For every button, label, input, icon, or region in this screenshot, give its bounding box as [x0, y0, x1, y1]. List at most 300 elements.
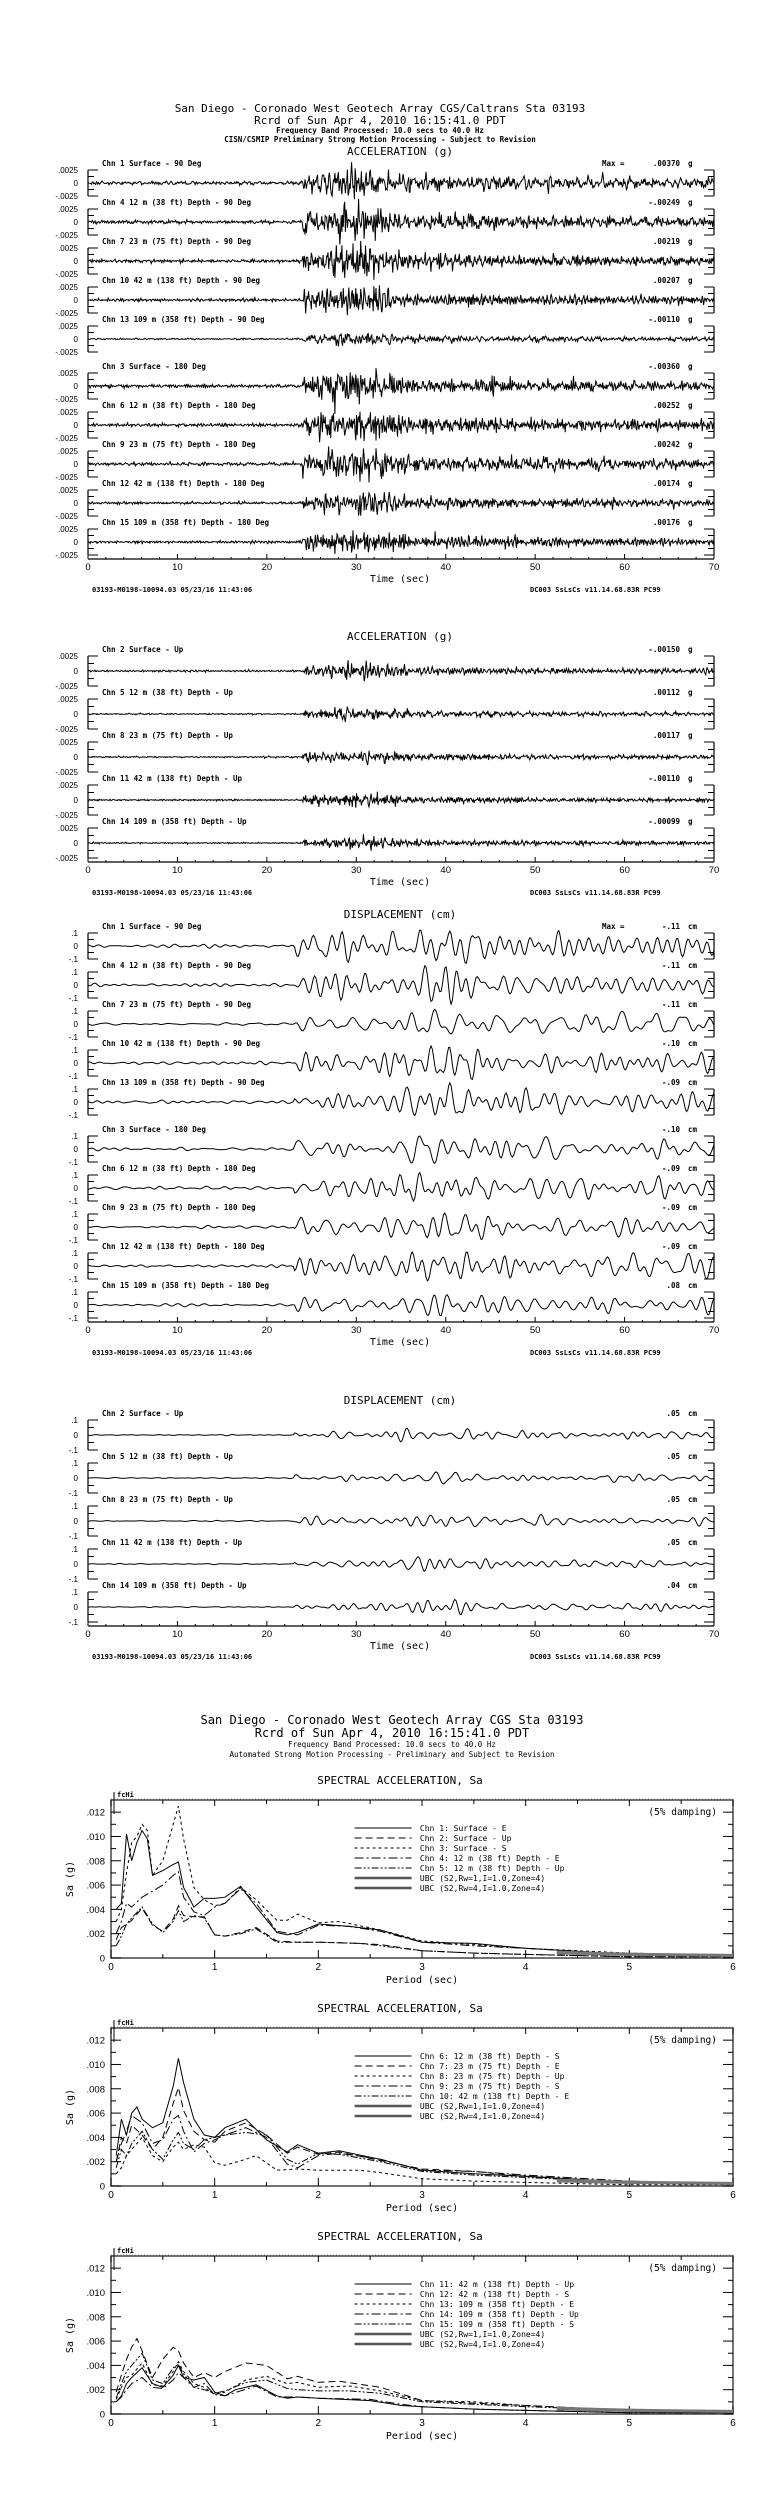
spectral-curve: [116, 2339, 733, 2412]
y-axis-title: Sa (g): [65, 2316, 76, 2354]
x-tick-label: 4: [522, 2418, 529, 2429]
channel-label: Chn 15 109 m (358 ft) Depth - 180 Deg: [102, 1281, 270, 1290]
spectral-curve: [116, 2353, 733, 2411]
y-tick-label: -.1: [68, 1618, 78, 1627]
channel-label: Chn 10 42 m (138 ft) Depth - 90 Deg: [102, 276, 261, 285]
x-tick-label: 50: [529, 562, 541, 573]
y-tick-label: .1: [71, 968, 78, 977]
peak-unit: cm: [688, 922, 698, 931]
legend-entry: UBC (S2,Rw=4,I=1.0,Zone=4): [419, 2340, 546, 2349]
trace-line: [88, 930, 714, 963]
x-tick-label: 3: [419, 2190, 425, 2201]
chart-accel-horizontal: [55, 145, 719, 594]
x-tick-label: 60: [619, 562, 630, 573]
legend-entry: UBC (S2,Rw=4,I=1.0,Zone=4): [419, 1884, 546, 1893]
legend-entry: Chn 10: 42 m (138 ft) Depth - E: [419, 2092, 570, 2101]
channel-trace: [69, 1495, 714, 1541]
legend-entry: Chn 3: Surface - S: [419, 1844, 507, 1853]
legend-entry: UBC (S2,Rw=1,I=1.0,Zone=4): [419, 1874, 546, 1883]
channel-label: Chn 7 23 m (75 ft) Depth - 90 Deg: [102, 237, 252, 246]
y-tick-label: 0: [73, 179, 78, 188]
channel-label: Chn 3 Surface - 180 Deg: [102, 1125, 206, 1134]
trace-line: [88, 792, 714, 808]
trace-line: [88, 966, 714, 1004]
y-tick-label: -.0025: [55, 551, 78, 560]
y-tick-label: 0: [99, 1953, 105, 1965]
peak-unit: g: [688, 315, 693, 324]
footer-file-id: 03193-M0198-10094.03 05/23/16 11:43:06: [92, 889, 253, 897]
peak-value: .00117: [652, 731, 680, 740]
y-tick-label: .0025: [57, 166, 78, 175]
channel-label: Chn 9 23 m (75 ft) Depth - 180 Deg: [102, 1203, 256, 1212]
y-tick-label: .006: [86, 2108, 105, 2120]
x-tick-label: 70: [708, 562, 720, 573]
channel-trace: [69, 1409, 714, 1455]
peak-unit: g: [688, 688, 693, 697]
y-tick-label: 0: [73, 1145, 78, 1154]
channel-label: Chn 6 12 m (38 ft) Depth - 180 Deg: [102, 401, 256, 410]
y-tick-label: .002: [86, 1929, 105, 1941]
trace-line: [88, 1557, 714, 1571]
peak-unit: g: [688, 479, 693, 488]
peak-value: -.10: [661, 1039, 680, 1048]
spectral-curve: [116, 2365, 733, 2412]
y-tick-label: .1: [71, 1288, 78, 1297]
y-axis-title: Sa (g): [65, 1860, 76, 1898]
peak-value: .00176: [652, 518, 680, 527]
peak-value: .05: [666, 1538, 680, 1547]
y-tick-label: 0: [73, 753, 78, 762]
x-tick-label: 20: [261, 865, 273, 876]
y-tick-label: 0: [73, 1098, 78, 1107]
x-axis-title: Period (sec): [385, 1975, 459, 1986]
x-tick-label: 30: [350, 1325, 362, 1336]
y-tick-label: 0: [99, 2181, 105, 2193]
footer-version: DC003 SsLsCs v11.14.68.83R PC99: [530, 889, 661, 897]
peak-value: .05: [666, 1495, 680, 1504]
trace-line: [88, 1136, 714, 1163]
legend-entry: UBC (S2,Rw=1,I=1.0,Zone=4): [419, 2330, 546, 2339]
x-tick-label: 0: [85, 865, 91, 876]
y-tick-label: .012: [86, 1807, 105, 1819]
time-axis: [85, 1317, 719, 1357]
y-tick-label: .1: [71, 1416, 78, 1425]
y-tick-label: .0025: [57, 525, 78, 534]
peak-value: .00252: [652, 401, 680, 410]
legend-entry: Chn 12: 42 m (138 ft) Depth - S: [419, 2290, 570, 2299]
spectral-curve: [116, 1907, 733, 1957]
y-axis-title: Sa (g): [65, 2088, 76, 2126]
x-tick-label: 0: [108, 2190, 114, 2201]
y-tick-label: .0025: [57, 824, 78, 833]
trace-line: [88, 707, 714, 722]
y-tick-label: .0025: [57, 486, 78, 495]
peak-unit: g: [688, 817, 693, 826]
y-tick-label: .0025: [57, 695, 78, 704]
peak-unit: cm: [688, 1581, 698, 1590]
channel-label: Chn 10 42 m (138 ft) Depth - 90 Deg: [102, 1039, 261, 1048]
y-tick-label: .002: [86, 2385, 105, 2397]
channel-label: Chn 4 12 m (38 ft) Depth - 90 Deg: [102, 961, 252, 970]
channel-label: Chn 13 109 m (358 ft) Depth - 90 Deg: [102, 1078, 265, 1087]
y-tick-label: -.1: [68, 1197, 78, 1206]
trace-line: [88, 1295, 714, 1316]
y-tick-label: 0: [73, 1223, 78, 1232]
x-tick-label: 30: [350, 1629, 362, 1640]
peak-unit: g: [688, 645, 693, 654]
peak-value: -.00099: [648, 817, 680, 826]
channel-trace: [55, 688, 714, 734]
channel-label: Chn 3 Surface - 180 Deg: [102, 362, 206, 371]
channel-label: Chn 4 12 m (38 ft) Depth - 90 Deg: [102, 198, 252, 207]
channel-trace: [55, 731, 714, 777]
y-tick-label: .004: [86, 2132, 105, 2144]
peak-unit: cm: [688, 1125, 698, 1134]
damping-note: (5% damping): [648, 2263, 717, 2274]
peak-value: -.00110: [648, 774, 680, 783]
y-tick-label: 0: [73, 1059, 78, 1068]
channel-trace: [69, 1039, 714, 1081]
peak-value: .00207: [652, 276, 680, 285]
x-tick-label: 20: [261, 1629, 273, 1640]
y-tick-label: 0: [73, 710, 78, 719]
y-tick-label: 0: [73, 796, 78, 805]
peak-unit: g: [688, 159, 693, 168]
y-tick-label: .0025: [57, 447, 78, 456]
peak-value: .00112: [652, 688, 680, 697]
processing-note: CISN/CSMIP Preliminary Strong Motion Processing - Subject to Revision: [224, 135, 536, 144]
peak-value: -.09: [661, 1164, 680, 1173]
trace-line: [88, 446, 714, 482]
y-tick-label: 0: [73, 1431, 78, 1440]
max-label: Max =: [602, 922, 625, 931]
peak-unit: cm: [688, 1000, 698, 1009]
chart-sa-1: [65, 1774, 736, 1986]
channel-trace: [55, 774, 714, 820]
spectral-curve: [116, 1906, 733, 1957]
x-tick-label: 5: [626, 2418, 633, 2429]
x-tick-label: 2: [315, 2190, 322, 2201]
chart-disp-vertical: [69, 1394, 720, 1661]
peak-value: -.00110: [648, 315, 680, 324]
y-tick-label: 0: [73, 1474, 78, 1483]
trace-line: [88, 1213, 714, 1239]
x-tick-label: 20: [261, 562, 273, 573]
peak-unit: g: [688, 774, 693, 783]
channel-trace: [55, 518, 714, 560]
x-axis-title: Time (sec): [369, 877, 431, 888]
y-tick-label: -.0025: [55, 270, 78, 279]
y-tick-label: 0: [73, 942, 78, 951]
x-tick-label: 0: [85, 1325, 91, 1336]
legend-entry: Chn 11: 42 m (138 ft) Depth - Up: [419, 2280, 575, 2289]
channel-trace: [55, 479, 714, 521]
frequency-band: Frequency Band Processed: 10.0 secs to 40.0 Hz: [276, 126, 484, 135]
y-tick-label: .0025: [57, 408, 78, 417]
frequency-band-2: Frequency Band Processed: 10.0 secs to 40.0 Hz: [288, 1740, 496, 1749]
y-tick-label: 0: [73, 1560, 78, 1569]
peak-unit: g: [688, 198, 693, 207]
trace-line: [88, 834, 714, 851]
channel-label: Chn 11 42 m (138 ft) Depth - Up: [102, 774, 242, 783]
channel-trace: [69, 1078, 714, 1120]
spectral-curve: [116, 2137, 733, 2184]
x-tick-label: 30: [350, 562, 362, 573]
y-tick-label: -.1: [68, 1072, 78, 1081]
y-tick-label: -.0025: [55, 811, 78, 820]
y-tick-label: -.0025: [55, 854, 78, 863]
y-tick-label: -.0025: [55, 231, 78, 240]
channel-label: Chn 2 Surface - Up: [102, 1409, 184, 1418]
legend-entry: Chn 7: 23 m (75 ft) Depth - E: [419, 2062, 560, 2071]
y-tick-label: -.1: [68, 1236, 78, 1245]
y-tick-label: .010: [86, 2287, 105, 2299]
channel-trace: [55, 440, 714, 483]
trace-line: [88, 1600, 714, 1615]
peak-value: .00370: [652, 159, 680, 168]
x-tick-label: 40: [440, 1325, 452, 1336]
x-tick-label: 0: [108, 1962, 114, 1973]
x-tick-label: 30: [350, 865, 362, 876]
fchi-label: fcHi: [117, 1791, 134, 1799]
peak-value: -.00150: [648, 645, 680, 654]
channel-label: Chn 14 109 m (358 ft) Depth - Up: [102, 1581, 247, 1590]
x-tick-label: 60: [619, 865, 630, 876]
x-tick-label: 1: [211, 2418, 218, 2429]
trace-line: [88, 1428, 714, 1442]
y-tick-label: .1: [71, 1545, 78, 1554]
y-tick-label: -.0025: [55, 473, 78, 482]
x-tick-label: 70: [708, 1629, 720, 1640]
peak-value: -.09: [661, 1078, 680, 1087]
y-tick-label: 0: [73, 460, 78, 469]
x-tick-label: 3: [419, 2418, 425, 2429]
y-tick-label: -.1: [68, 1575, 78, 1584]
channel-label: Chn 6 12 m (38 ft) Depth - 180 Deg: [102, 1164, 256, 1173]
y-tick-label: .1: [71, 929, 78, 938]
trace-line: [88, 1083, 714, 1116]
y-tick-label: 0: [73, 296, 78, 305]
peak-value: .05: [666, 1452, 680, 1461]
y-tick-label: 0: [73, 218, 78, 227]
y-tick-label: -.0025: [55, 395, 78, 404]
legend-entry: Chn 14: 109 m (358 ft) Depth - Up: [419, 2310, 579, 2319]
channel-trace: [69, 1000, 714, 1042]
peak-value: -.09: [661, 1242, 680, 1251]
y-tick-label: .1: [71, 1502, 78, 1511]
channel-label: Chn 12 42 m (138 ft) Depth - 180 Deg: [102, 1242, 265, 1251]
y-tick-label: .0025: [57, 781, 78, 790]
y-tick-label: -.1: [68, 1111, 78, 1120]
x-axis-title: Time (sec): [369, 574, 431, 585]
x-tick-label: 1: [211, 2190, 218, 2201]
y-tick-label: -.0025: [55, 768, 78, 777]
y-tick-label: -.1: [68, 1158, 78, 1167]
channel-trace: [69, 1125, 714, 1167]
legend-entry: Chn 8: 23 m (75 ft) Depth - Up: [419, 2072, 565, 2081]
chart-title: SPECTRAL ACCELERATION, Sa: [317, 2230, 483, 2243]
y-tick-label: -.0025: [55, 682, 78, 691]
peak-unit: cm: [688, 1281, 698, 1290]
channel-label: Chn 8 23 m (75 ft) Depth - Up: [102, 731, 233, 740]
trace-line: [88, 530, 714, 554]
y-tick-label: .006: [86, 1880, 105, 1892]
channel-trace: [69, 961, 714, 1004]
x-tick-label: 1: [211, 1962, 218, 1973]
x-tick-label: 3: [419, 1962, 425, 1973]
chart-title: DISPLACEMENT (cm): [343, 1394, 457, 1407]
legend-entry: Chn 15: 109 m (358 ft) Depth - S: [419, 2320, 575, 2329]
y-tick-label: 0: [73, 839, 78, 848]
y-tick-label: -.1: [68, 1033, 78, 1042]
legend-entry: UBC (S2,Rw=1,I=1.0,Zone=4): [419, 2102, 546, 2111]
peak-value: .00242: [652, 440, 680, 449]
peak-unit: g: [688, 518, 693, 527]
y-tick-label: -.1: [68, 994, 78, 1003]
fchi-label: fcHi: [117, 2019, 134, 2027]
channel-trace: [69, 1281, 714, 1323]
peak-unit: cm: [688, 1452, 698, 1461]
damping-note: (5% damping): [648, 2035, 717, 2046]
peak-unit: cm: [688, 1203, 698, 1212]
channel-label: Chn 2 Surface - Up: [102, 645, 184, 654]
channel-label: Chn 12 42 m (138 ft) Depth - 180 Deg: [102, 479, 265, 488]
y-tick-label: 0: [73, 667, 78, 676]
channel-label: Chn 9 23 m (75 ft) Depth - 180 Deg: [102, 440, 256, 449]
chart-title: ACCELERATION (g): [347, 145, 453, 158]
y-tick-label: .1: [71, 1007, 78, 1016]
peak-value: -.09: [661, 1203, 680, 1212]
time-axis: [85, 857, 719, 897]
y-tick-label: 0: [73, 1517, 78, 1526]
y-tick-label: .1: [71, 1132, 78, 1141]
y-tick-label: -.1: [68, 1446, 78, 1455]
legend-entry: Chn 2: Surface - Up: [419, 1834, 512, 1843]
y-tick-label: -.0025: [55, 725, 78, 734]
x-tick-label: 20: [261, 1325, 273, 1336]
peak-value: .08: [666, 1281, 680, 1290]
y-tick-label: -.0025: [55, 434, 78, 443]
y-tick-label: 0: [73, 257, 78, 266]
channel-label: Chn 13 109 m (358 ft) Depth - 90 Deg: [102, 315, 265, 324]
time-axis: [85, 554, 719, 594]
peak-unit: g: [688, 362, 693, 371]
y-tick-label: -.1: [68, 1314, 78, 1323]
y-tick-label: 0: [73, 1603, 78, 1612]
channel-label: Chn 5 12 m (38 ft) Depth - Up: [102, 1452, 233, 1461]
trace-line: [88, 1252, 714, 1281]
y-tick-label: -.0025: [55, 309, 78, 318]
y-tick-label: 0: [73, 1262, 78, 1271]
peak-value: -.11: [661, 961, 680, 970]
y-tick-label: 0: [73, 382, 78, 391]
trace-line: [88, 1046, 714, 1080]
y-tick-label: .1: [71, 1249, 78, 1258]
peak-unit: cm: [688, 1409, 698, 1418]
peak-unit: cm: [688, 961, 698, 970]
y-tick-label: -.0025: [55, 192, 78, 201]
channel-trace: [55, 315, 714, 357]
y-tick-label: -.0025: [55, 512, 78, 521]
chart-disp-horizontal: [69, 908, 720, 1357]
chart-title: ACCELERATION (g): [347, 630, 453, 643]
channel-trace: [55, 159, 714, 201]
channel-trace: [69, 1242, 714, 1284]
y-tick-label: .008: [86, 1856, 105, 1868]
y-tick-label: 0: [99, 2409, 105, 2421]
channel-label: Chn 1 Surface - 90 Deg: [102, 922, 202, 931]
y-tick-label: .010: [86, 2059, 105, 2071]
y-tick-label: .1: [71, 1085, 78, 1094]
x-tick-label: 2: [315, 2418, 322, 2429]
x-tick-label: 6: [730, 2418, 736, 2429]
fchi-label: fcHi: [117, 2247, 134, 2255]
y-tick-label: .002: [86, 2157, 105, 2169]
footer-file-id: 03193-M0198-10094.03 05/23/16 11:43:06: [92, 1349, 253, 1357]
x-tick-label: 50: [529, 1629, 541, 1640]
y-tick-label: .1: [71, 1046, 78, 1055]
peak-unit: g: [688, 440, 693, 449]
chart-accel-vertical: [55, 630, 719, 897]
report-title-2: San Diego - Coronado West Geotech Array CGS Sta 03193: [200, 1713, 584, 1727]
peak-unit: cm: [688, 1495, 698, 1504]
y-tick-label: .004: [86, 1904, 105, 1916]
x-tick-label: 2: [315, 1962, 322, 1973]
y-tick-label: .004: [86, 2360, 105, 2372]
x-tick-label: 5: [626, 1962, 633, 1973]
peak-unit: g: [688, 731, 693, 740]
peak-value: -.00360: [648, 362, 680, 371]
peak-value: .05: [666, 1409, 680, 1418]
x-axis-title: Period (sec): [385, 2431, 459, 2442]
channel-trace: [55, 817, 714, 863]
x-axis-title: Time (sec): [369, 1641, 431, 1652]
y-tick-label: -.1: [68, 1275, 78, 1284]
peak-unit: cm: [688, 1538, 698, 1547]
x-tick-label: 6: [730, 2190, 736, 2201]
peak-value: -.11: [661, 922, 680, 931]
trace-line: [88, 1173, 714, 1201]
peak-unit: cm: [688, 1039, 698, 1048]
channel-trace: [55, 401, 714, 443]
x-tick-label: 70: [708, 865, 720, 876]
trace-line: [88, 1514, 714, 1526]
channel-trace: [69, 1164, 714, 1206]
y-tick-label: -.1: [68, 1489, 78, 1498]
channel-trace: [55, 237, 714, 280]
channel-trace: [69, 1581, 714, 1627]
x-tick-label: 70: [708, 1325, 720, 1336]
footer-version: DC003 SsLsCs v11.14.68.83R PC99: [530, 1653, 661, 1661]
y-tick-label: 0: [73, 981, 78, 990]
x-tick-label: 6: [730, 1962, 736, 1973]
y-tick-label: .010: [86, 1831, 105, 1843]
channel-trace: [69, 1452, 714, 1498]
peak-unit: cm: [688, 1078, 698, 1087]
peak-value: .00174: [652, 479, 680, 488]
legend-entry: Chn 6: 12 m (38 ft) Depth - S: [419, 2052, 560, 2061]
legend-entry: Chn 4: 12 m (38 ft) Depth - E: [419, 1854, 560, 1863]
chart-sa-2: [65, 2002, 736, 2214]
x-tick-label: 0: [85, 562, 91, 573]
x-tick-label: 60: [619, 1325, 630, 1336]
x-tick-label: 40: [440, 865, 452, 876]
trace-line: [88, 285, 714, 315]
y-tick-label: 0: [73, 1184, 78, 1193]
y-tick-label: .008: [86, 2084, 105, 2096]
trace-line: [88, 241, 714, 280]
trace-line: [88, 751, 714, 765]
